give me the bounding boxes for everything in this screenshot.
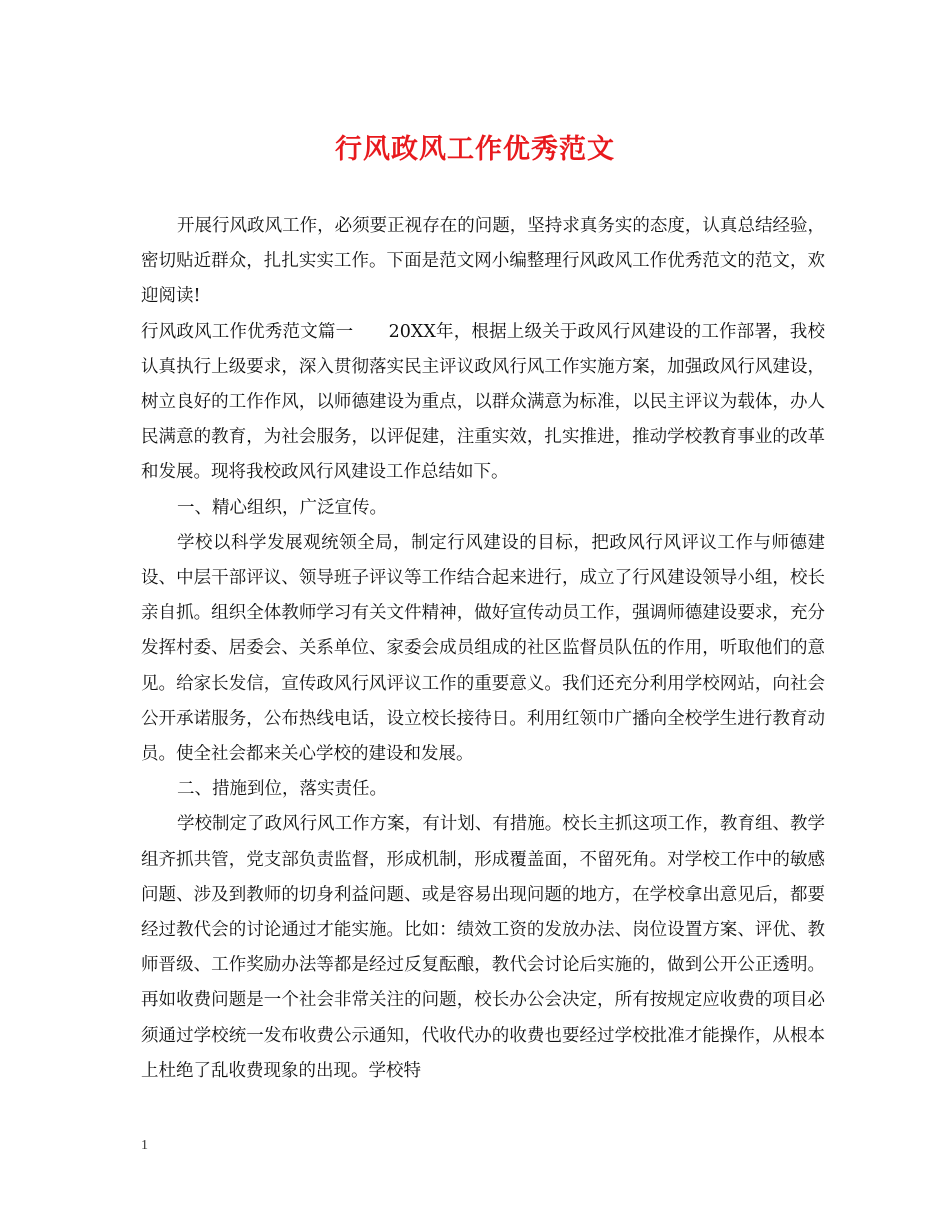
heading-2: 二、措施到位，落实责任。 [177,779,387,800]
document-body [141,209,825,1089]
intro-paragraph: 开展行风政风工作，必须要正视存在的问题，坚持求真务实的态度，认真总结经验，密切贴近群众，扎扎实实工作。下面是范文网小编整理行风政风工作优秀范文的范文，欢迎阅读! [141,216,825,307]
heading-1: 一、精心组织，广泛宣传。 [177,497,387,518]
paragraph-measures: 学校制定了政风行风工作方案，有计划、有措施。校长主抓这项工作，教育组、教学组齐抓共管，党支部负责监督，形成机制，形成覆盖面，不留死角。对学校工作中的敏感问题、涉及到教师的切身利益问题、或是容易出现问题的地方，在学校拿出意见后，都要经过教代会的讨论通过才能实施。比如：绩效工资的发放办法、岗位设置方案、评优、教师晋级、工作奖励办法等都是经过反复酝酿，教代会讨论后实施的，做到公开公正透明。再如收费问题是一个社会非常关注的问题，校长办公会决定，所有按规定应收费的项目必须通过学校统一发布收费公示通知，代收代办的收费也要经过学校批准才能操作，从根本上杜绝了乱收费现象的出现。学校特 [141,814,825,1081]
paragraph-organization: 学校以科学发展观统领全局，制定行风建设的目标，把政风行风评议工作与师德建设、中层干部评议、领导班子评议等工作结合起来进行，成立了行风建设领导小组，校长亲自抓。组织全体教师学习有关文件精神，做好宣传动员工作，强调师德建设要求，充分发挥村委、居委会、关系单位、家委会成员组成的社区监督员队伍的作用，听取他们的意见。给家长发信，宣传政风行风评议工作的重要意义。我们还充分利用学校网站，向社会公开承诺服务，公布热线电话，设立校长接待日。利用红领巾广播向全校学生进行教育动员。使全社会都来关心学校的建设和发展。 [141,532,825,765]
section-one-paragraph: 行风政风工作优秀范文篇一 20XX年，根据上级关于政风行风建设的工作部署，我校认真执行上级要求，深入贯彻落实民主评议政风行风工作实施方案，加强政风行风建设，树立良好的工作作风，以师德建设为重点，以群众满意为标准，以民主评议为载体，办人民满意的教育，为社会服务，以评促建，注重实效，扎实推进，推动学校教育事业的改革和发展。现将我校政风行风建设工作总结如下。 [141,321,825,483]
document-title: 行风政风工作优秀范文 [335,134,615,165]
page-number: 1 [141,1138,148,1153]
